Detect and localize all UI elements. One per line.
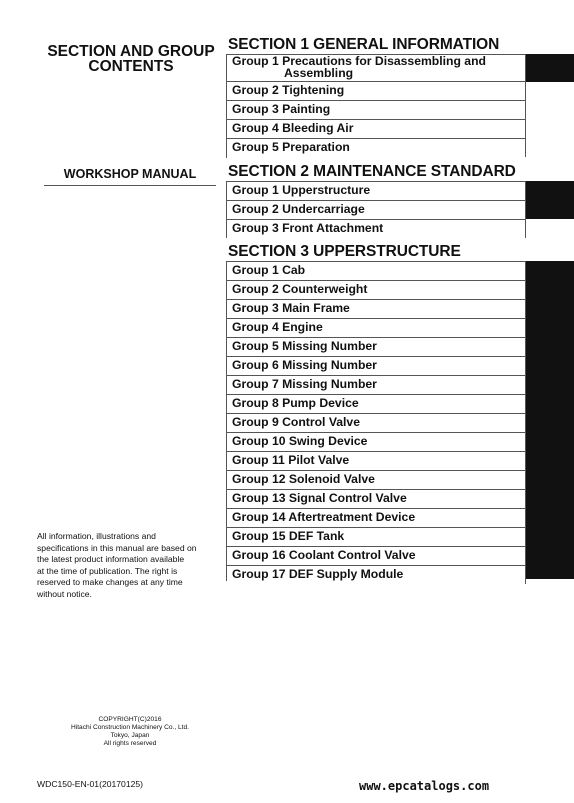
contents-title-line1: SECTION AND GROUP (47, 43, 215, 60)
group-item[interactable] (226, 508, 526, 527)
notice-line: specifications in this manual are based on (37, 542, 197, 553)
group-label: Group 12 Solenoid Valve (232, 472, 375, 486)
group-label: Group 16 Coolant Control Valve (232, 548, 416, 562)
section-title: SECTION 2 MAINTENANCE STANDARD (228, 163, 516, 180)
group-label: Group 6 Missing Number (232, 358, 377, 372)
notice-line: at the time of publication. The right is (37, 565, 178, 576)
group-label: Group 8 Pump Device (232, 396, 359, 410)
group-label: Group 2 Counterweight (232, 282, 368, 296)
group-item[interactable] (226, 413, 526, 432)
group-list (226, 181, 574, 238)
contents-title-line2: CONTENTS (88, 58, 174, 75)
group-label: Group 10 Swing Device (232, 434, 368, 448)
group-label: Group 7 Missing Number (232, 377, 377, 391)
group-label: Group 11 Pilot Valve (232, 453, 350, 467)
group-label: Group 5 Missing Number (232, 339, 377, 353)
group-item[interactable] (226, 470, 526, 489)
section-2 (226, 163, 574, 238)
group-label: Group 5 Preparation (232, 140, 350, 154)
section-1 (226, 36, 574, 157)
group-item[interactable] (226, 280, 526, 299)
publication-notice (37, 531, 215, 601)
group-item[interactable] (226, 54, 526, 81)
group-label: Group 9 Control Valve (232, 415, 360, 429)
section-title: SECTION 1 GENERAL INFORMATION (228, 36, 500, 53)
group-label: Group 15 DEF Tank (232, 529, 345, 543)
group-label: Group 3 Painting (232, 102, 331, 116)
group-label: Group 2 Undercarriage (232, 202, 365, 216)
watermark-link[interactable]: www.epcatalogs.com (359, 779, 490, 793)
notice-line: without notice. (37, 588, 92, 599)
group-label: Group 2 Tightening (232, 83, 345, 97)
group-item[interactable] (226, 432, 526, 451)
workshop-manual-label: WORKSHOP MANUAL (44, 167, 216, 186)
group-item[interactable] (226, 337, 526, 356)
section-3 (226, 243, 574, 584)
group-label: Group 1 Upperstructure (232, 183, 371, 197)
group-label: Group 3 Main Frame (232, 301, 350, 315)
group-item[interactable] (226, 100, 526, 119)
group-item[interactable] (226, 299, 526, 318)
contents-title (38, 44, 224, 74)
group-label: Group 4 Engine (232, 320, 323, 334)
group-item[interactable] (226, 375, 526, 394)
group-item[interactable] (226, 219, 526, 238)
group-label: Group 1 Cab (232, 263, 306, 277)
group-label: Group 17 DEF Supply Module (232, 567, 404, 581)
group-item[interactable] (226, 81, 526, 100)
group-item[interactable] (226, 565, 526, 584)
copyright-block (44, 716, 216, 748)
notice-line: All information, illustrations and (37, 531, 156, 541)
notice-line: the latest product information available (37, 554, 185, 565)
copyright-line: All rights reserved (103, 740, 157, 747)
group-label: Group 1 Precautions for Disassembling and (232, 54, 486, 68)
group-item[interactable] (226, 451, 526, 470)
group-item[interactable] (226, 356, 526, 375)
group-item[interactable] (226, 138, 526, 157)
group-list (226, 54, 574, 157)
group-item[interactable] (226, 527, 526, 546)
group-item[interactable] (226, 489, 526, 508)
section-title: SECTION 3 UPPERSTRUCTURE (228, 243, 461, 260)
section-tab-marker (526, 181, 574, 219)
document-code: WDC150-EN-01(20170125) (37, 779, 144, 789)
group-item[interactable] (226, 394, 526, 413)
section-tab-marker (526, 261, 574, 579)
group-label: Group 14 Aftertreatment Device (232, 510, 416, 524)
group-item[interactable] (226, 119, 526, 138)
group-item[interactable] (226, 318, 526, 337)
group-item[interactable] (226, 181, 526, 200)
group-label: Group 3 Front Attachment (232, 221, 384, 235)
group-item[interactable] (226, 546, 526, 565)
group-item[interactable] (226, 261, 526, 280)
group-label-continued: Assembling (284, 65, 354, 80)
copyright-line: Tokyo, Japan (110, 732, 150, 739)
copyright-line: Hitachi Construction Machinery Co., Ltd. (70, 724, 189, 731)
group-label: Group 13 Signal Control Valve (232, 491, 407, 505)
group-list (226, 261, 574, 584)
section-tab-marker (526, 54, 574, 82)
group-item[interactable] (226, 200, 526, 219)
notice-line: reserved to make changes at any time (37, 577, 183, 588)
copyright-line: COPYRIGHT(C)2016 (98, 716, 162, 723)
group-label: Group 4 Bleeding Air (232, 121, 354, 135)
